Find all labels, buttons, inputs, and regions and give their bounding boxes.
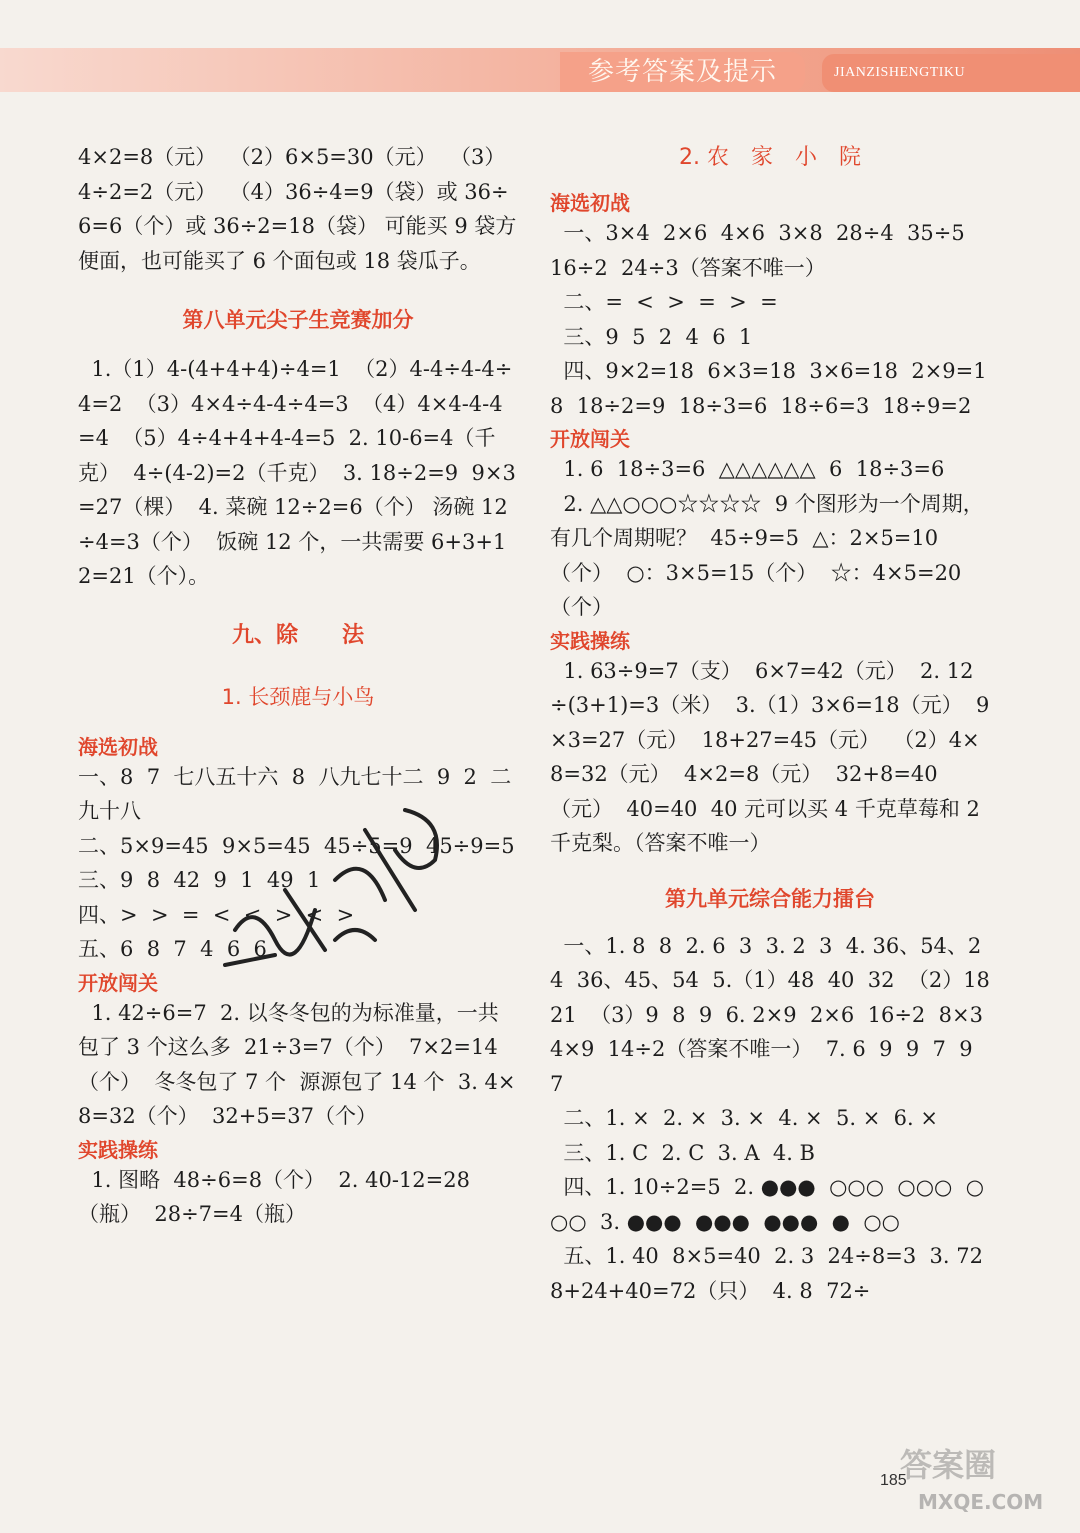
haixuan-line-2: 二、5×9=45 9×5=45 45÷5=9 45÷9=5 <box>78 833 515 858</box>
handwriting-scribble <box>215 790 475 980</box>
right-haixuan-line-4: 四、9×2=18 6×3=18 3×6=18 2×9=18 18÷2=9 18÷3=6 18÷6=3 18÷9=2 <box>550 359 987 418</box>
section-9-title: 第九单元综合能力擂台 <box>665 886 875 911</box>
section-9-line-5: 五、1. 40 8×5=40 2. 3 24÷8=3 3. 72 8+24+40=72（只） 4. 8 72÷ <box>550 1244 997 1303</box>
continued-answer-text: 4×2=8（元） （2）6×5=30（元） （3）4÷2=2（元） （4）36÷4=9（袋）或 36÷6=6（个）或 36÷2=18（袋） 可能买 9 袋方便面，也可能买了 6 个面包或 18 袋瓜子。 <box>78 145 517 273</box>
haixuan-line-5: 五、6 8 7 4 6 6 <box>78 937 267 961</box>
haixuan-title-right: 海选初战 <box>550 191 630 215</box>
right-haixuan-line-3: 三、9 5 2 4 6 1 <box>550 324 753 349</box>
shijian-body-left: 1. 图略 48÷6=8（个） 2. 40-12=28（瓶） 28÷7=4（瓶） <box>78 1167 470 1226</box>
section-9-line-2: 二、1. × 2. × 3. × 4. × 5. × 6. × <box>550 1106 938 1130</box>
unit-9-title: 九、除 法 <box>231 622 364 648</box>
section-8-body: 1.（1）4-(4+4+4)÷4=1 （2）4-4÷4-4÷4=2 （3）4×4÷4-4÷4=3 （4）4×4-4-4=4 （5）4÷4+4+4-4=5 2. 10-6=4（千克） 4÷(4-2)=2（千克） 3. 18÷2=9 9×3=27（棵） 4. 菜碗 12÷2=6（个） 汤碗 12÷4=3（个） 饭碗 12 个，一共需要 6+3+12=21（个）。 <box>78 357 516 588</box>
haixuan-title-left: 海选初战 <box>78 734 158 759</box>
haixuan-line-3: 三、9 8 42 9 1 49 1 <box>78 868 321 892</box>
shijian-title-left: 实践操练 <box>78 1137 158 1162</box>
section-9-line-1: 一、1. 8 8 2. 6 3 3. 2 3 4. 36、54、24 36、45、54 5.（1）48 40 32 （2）18 21 （3）9 8 9 6. 2×9 2×6 16÷2 8×3 4×9 14÷2（答案不唯一） 7. 6 9 9 7 9 7 <box>550 933 1004 1096</box>
lesson-1-title: 1. 长颈鹿与小鸟 <box>221 684 375 709</box>
kaifang-title-right: 开放闯关 <box>550 427 630 451</box>
page-number: 185 <box>880 1472 907 1489</box>
kaifang-title-left: 开放闯关 <box>78 970 158 995</box>
right-haixuan-line-2: 二、= < > = > = <box>550 290 778 314</box>
left-column <box>78 140 518 1232</box>
lesson-2-title: 2. 农 家 小 院 <box>679 145 861 170</box>
kaifang-body-right: 1. 6 18÷3=6 △△△△△△ 6 18÷3=6 2. △△○○○☆☆☆☆ 9 个图形为一个周期，有几个周期呢？ 45÷9=5 △：2×5=10（个） ○：3×5=15（个） ☆：4×5=20（个） <box>550 457 984 619</box>
section-9-line-4: 四、1. 10÷2=5 2. ●●● ○○○ ○○○ ○○○ 3. ●●● ●●● ●●● ● ○○ <box>550 1175 985 1234</box>
header-title: 参考答案及提示 <box>560 52 805 92</box>
shijian-body-right: 1. 63÷9=7（支） 6×7=42（元） 2. 12÷(3+1)=3（米） 3.（1）3×6=18（元） 9×3=27（元） 18+27=45（元） （2）4×8=32（元） 4×2=8（元） 32+8=40（元） 40=40 40 元可以买 4 千克草莓和 2 千克梨。（答案不唯一） <box>550 658 990 855</box>
section-9-line-3: 三、1. C 2. C 3. A 4. B <box>550 1140 815 1165</box>
watermark-logo: 答案圈 <box>900 1446 997 1484</box>
haixuan-line-4: 四、> > = < < > < > <box>78 902 355 927</box>
watermark-url: MXQE.COM <box>918 1490 1044 1514</box>
header-tag: JIANZISHENGTIKU <box>822 54 1080 92</box>
shijian-title-right: 实践操练 <box>550 628 630 653</box>
right-haixuan-line-1: 一、3×4 2×6 4×6 3×8 28÷4 35÷5 16÷2 24÷3（答案不唯一） <box>550 221 979 280</box>
kaifang-body-left: 1. 42÷6=7 2. 以冬冬包的为标准量，一共包了 3 个这么多 21÷3=7（个） 7×2=14（个） 冬冬包了 7 个 源源包了 14 个 3. 4×8=32（个） 32+5=37（个） <box>78 1000 516 1128</box>
section-8-title: 第八单元尖子生竞赛加分 <box>182 308 414 332</box>
haixuan-line-1: 一、8 7 七八五十六 8 八九七十二 9 2 二九十八 <box>78 764 512 823</box>
right-column <box>550 140 1004 1308</box>
